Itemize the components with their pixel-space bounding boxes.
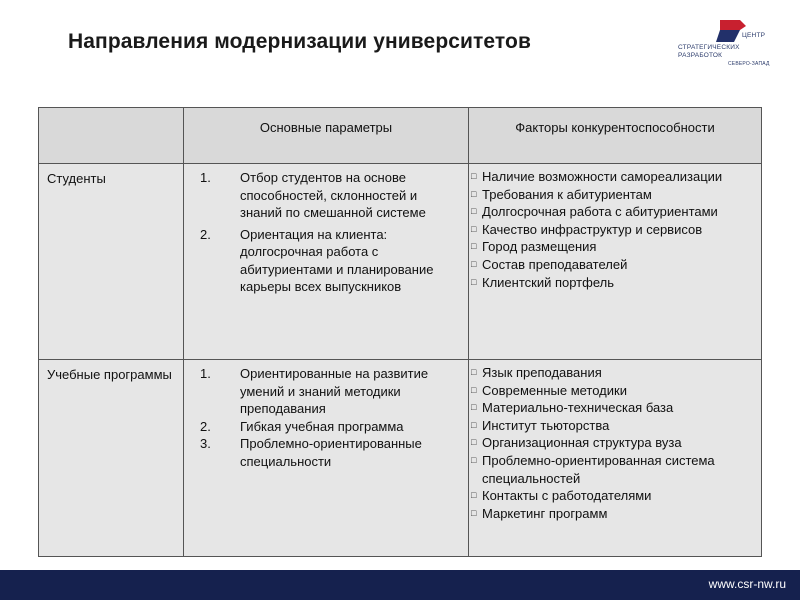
header-competitiveness-factors: Факторы конкурентоспособности — [469, 108, 762, 164]
parameters-cell — [184, 164, 469, 360]
factors-list — [469, 164, 761, 291]
list-item: 1. Ориентированные на развитие умений и знаний методики преподавания — [200, 366, 429, 416]
logo-text-northwest: СЕВЕРО-ЗАПАД — [728, 61, 770, 67]
bullet-icon: □ — [471, 490, 477, 501]
page-title: Направления модернизации университетов — [68, 30, 531, 53]
bullet-icon: □ — [471, 437, 477, 448]
bullet-icon: □ — [471, 276, 477, 287]
factors-cell — [469, 164, 762, 360]
list-item: □ Требования к абитуриентам — [471, 186, 652, 202]
bullet-icon: □ — [471, 188, 477, 199]
logo-text-center: ЦЕНТР — [742, 32, 766, 39]
header-main-parameters: Основные параметры — [184, 108, 469, 164]
bullet-icon: □ — [471, 367, 477, 377]
list-item: □ Состав преподавателей — [471, 256, 628, 272]
table-row — [39, 164, 762, 360]
row-label-students: Студенты — [39, 164, 184, 360]
parameters-table — [38, 107, 762, 557]
bullet-icon: □ — [471, 384, 477, 395]
parameters-list — [184, 164, 468, 296]
list-item: □ Организационная структура вуза — [471, 435, 682, 451]
list-item: □ Качество инфраструктур и сервисов — [471, 221, 703, 237]
list-item: □ Проблемно-ориентированная система специальностей — [471, 452, 715, 486]
list-item: 1. Отбор студентов на основе способностей, склонностей и знаний по смешанной системе — [200, 170, 426, 220]
bullet-icon: □ — [471, 171, 477, 181]
list-item: 2. Гибкая учебная программа — [200, 418, 404, 434]
factors-list — [469, 360, 761, 522]
bullet-icon: □ — [471, 454, 477, 465]
parameters-list — [184, 360, 468, 470]
bullet-icon: □ — [471, 223, 477, 234]
bullet-icon: □ — [471, 419, 477, 430]
parameters-cell — [184, 360, 469, 557]
bullet-icon: □ — [471, 206, 477, 217]
logo-text-development: РАЗРАБОТОК — [678, 52, 723, 59]
list-item: □ Маркетинг программ — [471, 505, 608, 521]
list-item: □ Институт тьюторства — [471, 417, 610, 433]
csr-logo — [676, 18, 786, 70]
footer-website-link[interactable]: www.csr-nw.ru — [708, 577, 786, 591]
list-item: □ Наличие возможности самореализации — [471, 169, 723, 184]
bullet-icon: □ — [471, 507, 477, 518]
bullet-icon: □ — [471, 241, 477, 252]
factors-cell — [469, 360, 762, 557]
logo-text-strategic: СТРАТЕГИЧЕСКИХ — [678, 44, 740, 51]
bullet-icon: □ — [471, 258, 477, 269]
header-empty — [39, 108, 184, 164]
row-label-curricula: Учебные программы — [39, 360, 184, 557]
list-item: □ Долгосрочная работа с абитуриентами — [471, 204, 718, 220]
table-row — [39, 360, 762, 557]
list-item: □ Материально-техническая база — [471, 400, 674, 416]
list-item: □ Город размещения — [471, 239, 597, 255]
list-item: □ Язык преподавания — [471, 365, 602, 380]
table-header-row — [39, 108, 762, 164]
bullet-icon: □ — [471, 402, 477, 413]
list-item: □ Современные методики — [471, 382, 627, 398]
list-item: 3. Проблемно-ориентированные специальности — [200, 436, 422, 469]
list-item: □ Контакты с работодателями — [471, 488, 652, 504]
footer-bar — [0, 570, 800, 600]
list-item: □ Клиентский портфель — [471, 274, 614, 290]
list-item: 2. Ориентация на клиента: долгосрочная работа с абитуриентами и планирование карьеры всех выпускников — [200, 226, 434, 294]
